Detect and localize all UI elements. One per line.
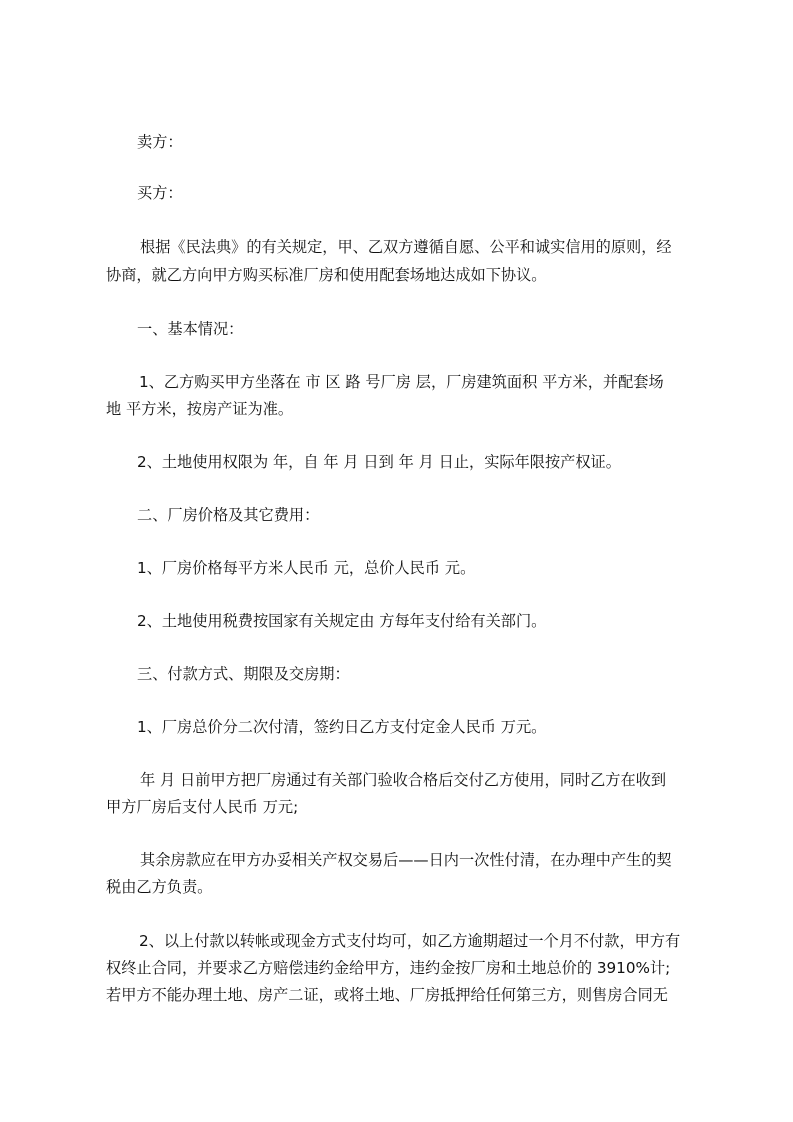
section2-heading-text: 二、厂房价格及其它费用： — [137, 506, 320, 524]
section3-paragraph3-line-1: 其余房款应在甲方办妥相关产权交易后——日内一次性付清，在办理中产生的契 — [140, 851, 672, 869]
section1-item2-text: 2、土地使用权限为 年，自 年 月 日到 年 月 日止，实际年限按产权证。 — [137, 453, 621, 471]
buyer-label-text: 买方： — [137, 184, 183, 202]
section3-item2-line-1: 2、以上付款以转帐或现金方式支付均可，如乙方逾期超过一个月不付款，甲方有 — [139, 932, 681, 950]
section3-paragraph2-line-1: 年 月 日前甲方把厂房通过有关部门验收合格后交付乙方使用，同时乙方在收到 — [140, 771, 667, 789]
section3-paragraph3-line-2: 税由乙方负责。 — [106, 878, 213, 896]
intro-line-2: 协商，就乙方向甲方购买标准厂房和使用配套场地达成如下协议。 — [106, 266, 547, 284]
section2-item2-text: 2、土地使用税费按国家有关规定由 方每年支付给有关部门。 — [137, 612, 547, 630]
section3-item2-line-2: 权终止合同，并要求乙方赔偿违约金给甲方，违约金按厂房和土地总价的 3910%计; — [106, 959, 671, 977]
seller-label-text: 卖方： — [137, 133, 183, 151]
section1-item1-line-2: 地 平方米，按房产证为准。 — [106, 400, 294, 418]
section2-item1-text: 1、厂房价格每平方米人民币 元，总价人民币 元。 — [137, 559, 476, 577]
section3-item1-text: 1、厂房总价分二次付清，签约日乙方支付定金人民币 万元。 — [137, 718, 547, 736]
intro-line-1: 根据《民法典》的有关规定，甲、乙双方遵循自愿、公平和诚实信用的原则，经 — [140, 238, 672, 256]
section3-heading-text: 三、付款方式、期限及交房期： — [137, 665, 350, 683]
section1-item1-line-1: 1、乙方购买甲方坐落在 市 区 路 号厂房 层，厂房建筑面积 平方米，并配套场 — [139, 373, 664, 391]
section1-heading-text: 一、基本情况： — [137, 320, 244, 338]
section3-paragraph2-line-2: 甲方厂房后支付人民币 万元; — [106, 798, 299, 816]
section3-item2-line-3: 若甲方不能办理土地、房产二证，或将土地、厂房抵押给任何第三方，则售房合同无 — [106, 986, 668, 1004]
